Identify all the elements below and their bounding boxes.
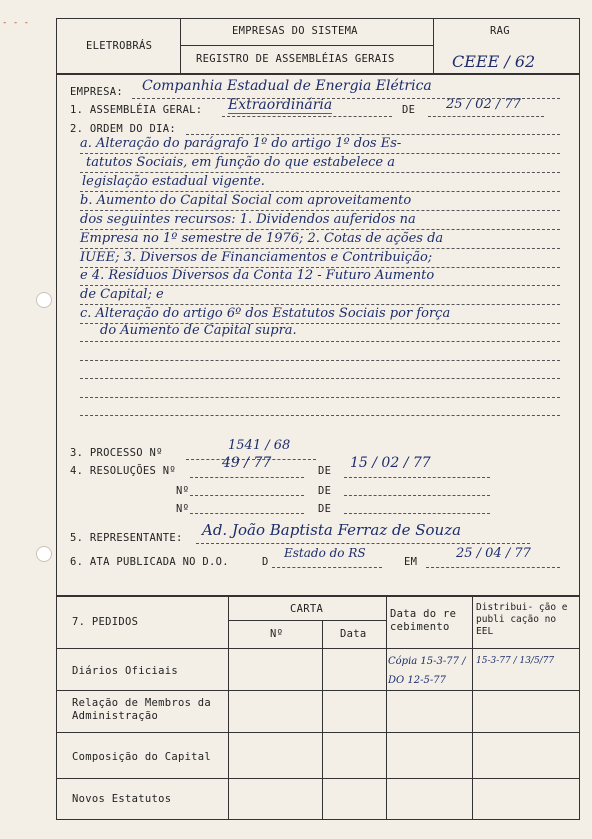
empresa-label: EMPRESA: [70,86,123,98]
ata-em-label: EM [404,556,418,568]
assembleia-value: Extraordinária [228,97,333,113]
ordem-line: b. Aumento do Capital Social com aproveitamento [80,193,412,208]
ordem-line: a. Alteração do parágrafo 1º do artigo 1º dos Es- [80,136,402,151]
resolucoes-label: 4. RESOLUÇÕES Nº [70,465,176,477]
resolucao-date: 15 / 02 / 77 [350,455,431,471]
ata-do-prefix: D [262,556,269,568]
ordem-line: IUEE; 3. Diversos de Financiamentos e Contribuição; [80,250,433,265]
ata-do-value: Estado do RS [284,546,366,560]
row-label-diarios: Diários Oficiais [72,665,178,677]
recebimento-col: Data do re cebimento [390,608,457,633]
resolucao-de-label: DE [318,465,332,477]
assembleia-date: 25 / 02 / 77 [446,97,521,112]
empresa-value: Companhia Estadual de Energia Elétrica [142,78,432,94]
row-recebimento-diarios: Cópia 15-3-77 / DO 12-5-77 [388,656,466,686]
ordem-line: de Capital; e [80,287,164,302]
register-title: REGISTRO DE ASSEMBLÉIAS GERAIS [196,53,395,65]
punch-hole-top [36,292,52,308]
system-title: EMPRESAS DO SISTEMA [232,25,358,37]
pedidos-label: 7. PEDIDOS [72,616,139,628]
ordem-line: legislação estadual vigente. [82,174,265,189]
row-distribuicao-diarios: 15-3-77 / 13/5/77 [476,656,555,666]
rag-label: RAG [490,25,510,37]
assembleia-de-label: DE [402,104,416,116]
resolucao-no-label-3: Nº [176,503,190,515]
ordem-line: tatutos Sociais, em função do que estabelece a [86,155,396,170]
resolucao-de-label-3: DE [318,503,332,515]
ordem-label: 2. ORDEM DO DIA: [70,123,176,135]
punch-hole-bottom [36,546,52,562]
ata-date: 25 / 04 / 77 [456,546,531,561]
ordem-line: do Aumento de Capital supra. [100,323,297,338]
company-name: ELETROBRÁS [86,40,153,52]
assembleia-label: 1. ASSEMBLÉIA GERAL: [70,104,203,116]
resolucao-de-label-2: DE [318,485,332,497]
row-label-estatutos: Novos Estatutos [72,793,172,805]
corner-mark: - - - [2,18,30,28]
processo-value: 1541 / 68 [228,438,291,453]
representante-label: 5. REPRESENTANTE: [70,532,183,544]
row-label-relacao: Relação de Membros da Administração [72,697,212,722]
ata-label: 6. ATA PUBLICADA NO D.O. [70,556,229,568]
rag-value: CEEE / 62 [452,52,536,71]
processo-label: 3. PROCESSO Nº [70,447,163,459]
ordem-line: dos seguintes recursos: 1. Dividendos auferidos na [80,212,416,227]
ordem-line: Empresa no 1º semestre de 1976; 2. Cotas de ações da [80,231,444,246]
ordem-line: c. Alteração do artigo 6º dos Estatutos Sociais por força [80,306,451,321]
carta-data-col: Data [340,628,367,640]
resolucao-value: 49 / 77 [222,455,272,471]
representante-value: Ad. João Baptista Ferraz de Souza [202,521,462,539]
carta-no-col: Nº [270,628,284,640]
carta-label: CARTA [290,603,324,615]
row-label-composicao: Composição do Capital [72,751,212,763]
ordem-line: e 4. Resíduos Diversos da Conta 12 - Futuro Aumento [80,268,435,283]
resolucao-no-label-2: Nº [176,485,190,497]
distribuicao-col: Distribui- ção e publi cação no EEL [476,602,568,637]
